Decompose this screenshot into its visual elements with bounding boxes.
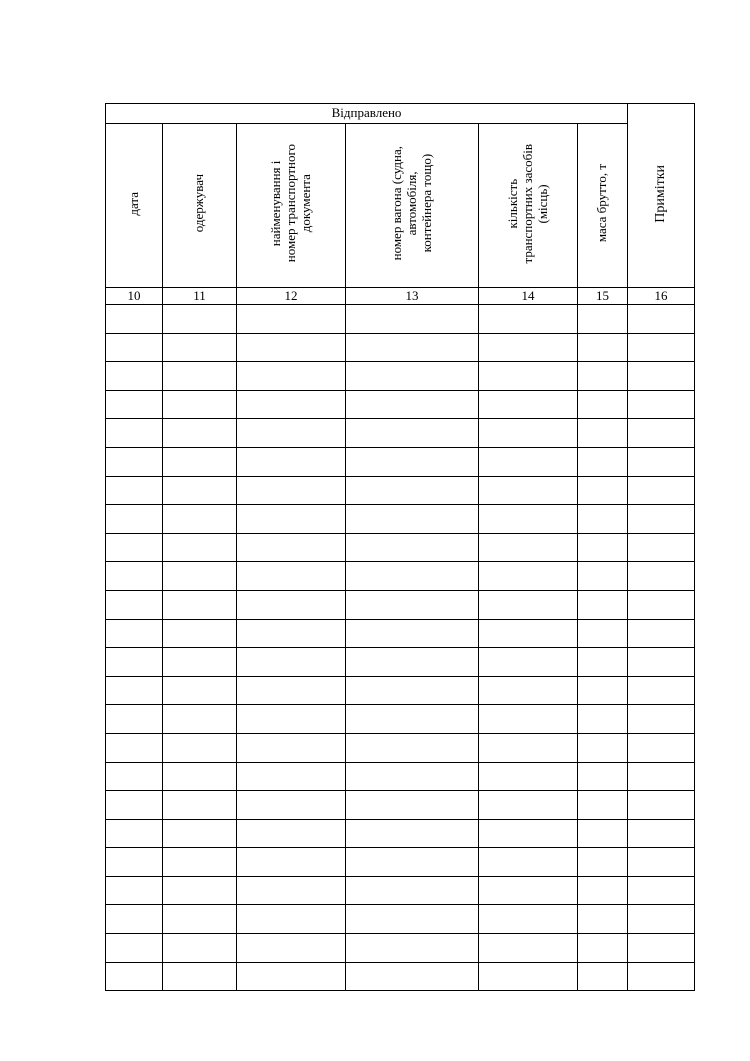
table-row (106, 648, 695, 677)
table-cell (628, 333, 695, 362)
column-number: 13 (346, 288, 479, 305)
table-cell (346, 762, 479, 791)
table-cell (106, 648, 163, 677)
table-cell (346, 676, 479, 705)
table-cell (578, 390, 628, 419)
table-cell (346, 791, 479, 820)
table-cell (578, 590, 628, 619)
table-cell (106, 733, 163, 762)
table-cell (106, 447, 163, 476)
table-cell (346, 848, 479, 877)
table-cell (628, 705, 695, 734)
column-number: 15 (578, 288, 628, 305)
table-cell (106, 876, 163, 905)
table-cell (237, 333, 346, 362)
table-cell (106, 676, 163, 705)
table-cell (479, 619, 578, 648)
table-cell (479, 819, 578, 848)
table-cell (106, 476, 163, 505)
table-cell (628, 648, 695, 677)
table-cell (628, 619, 695, 648)
table-cell (106, 619, 163, 648)
table-cell (346, 476, 479, 505)
table-cell (346, 733, 479, 762)
table-cell (578, 305, 628, 334)
column-number: 12 (237, 288, 346, 305)
table-cell (237, 762, 346, 791)
table-cell (237, 619, 346, 648)
table-cell (237, 733, 346, 762)
table-cell (237, 934, 346, 963)
table-cell (163, 533, 237, 562)
table-cell (346, 934, 479, 963)
table-row (106, 676, 695, 705)
column-number: 10 (106, 288, 163, 305)
table-cell (237, 390, 346, 419)
table-cell (163, 505, 237, 534)
table-cell (237, 819, 346, 848)
table-cell (479, 962, 578, 991)
header-recipient-label: одержувач (191, 174, 207, 233)
table-cell (479, 505, 578, 534)
table-cell (578, 705, 628, 734)
table-cell (346, 562, 479, 591)
table-cell (628, 390, 695, 419)
table-cell (237, 362, 346, 391)
table-cell (628, 762, 695, 791)
table-cell (163, 333, 237, 362)
table-cell (628, 590, 695, 619)
table-cell (479, 648, 578, 677)
table-cell (163, 447, 237, 476)
table-row (106, 390, 695, 419)
table-row (106, 962, 695, 991)
table-cell (479, 733, 578, 762)
header-notes (628, 104, 695, 288)
table-cell (237, 676, 346, 705)
table-cell (479, 876, 578, 905)
shipment-ledger-table (105, 103, 695, 991)
table-cell (578, 505, 628, 534)
table-cell (578, 362, 628, 391)
table-row (106, 791, 695, 820)
table-cell (628, 934, 695, 963)
table-cell (163, 848, 237, 877)
table-cell (106, 705, 163, 734)
table-cell (163, 934, 237, 963)
table-cell (163, 676, 237, 705)
table-cell (628, 419, 695, 448)
table-row (106, 934, 695, 963)
table-cell (237, 505, 346, 534)
table-cell (479, 705, 578, 734)
table-cell (237, 705, 346, 734)
table-cell (163, 705, 237, 734)
table-cell (163, 962, 237, 991)
table-row (106, 505, 695, 534)
table-row (106, 562, 695, 591)
table-cell (578, 848, 628, 877)
table-cell (628, 533, 695, 562)
table-cell (628, 962, 695, 991)
table-cell (628, 447, 695, 476)
table-cell (237, 905, 346, 934)
header-notes-label: Примітки (652, 164, 668, 223)
table-cell (163, 390, 237, 419)
table-cell (237, 962, 346, 991)
table-cell (479, 905, 578, 934)
table-cell (106, 419, 163, 448)
table-cell (346, 362, 479, 391)
table-row (106, 476, 695, 505)
table-cell (479, 590, 578, 619)
column-number-row (106, 288, 695, 305)
table-row (106, 762, 695, 791)
header-gross-mass-label: маса брутто, т (594, 164, 610, 243)
header-gross-mass (578, 124, 628, 288)
table-cell (578, 476, 628, 505)
table-cell (578, 762, 628, 791)
table-cell (578, 333, 628, 362)
table-row (106, 619, 695, 648)
table-cell (578, 447, 628, 476)
table-cell (346, 705, 479, 734)
table-cell (628, 476, 695, 505)
table-cell (628, 676, 695, 705)
table-cell (106, 333, 163, 362)
table-cell (106, 505, 163, 534)
table-row (106, 333, 695, 362)
table-cell (237, 305, 346, 334)
table-cell (237, 447, 346, 476)
table-cell (578, 934, 628, 963)
table-cell (106, 533, 163, 562)
table-cell (163, 619, 237, 648)
table-cell (106, 934, 163, 963)
header-wagon-number (346, 124, 479, 288)
table-cell (628, 733, 695, 762)
header-vehicle-count-label: кількість транспортних засобів (місць) (504, 143, 550, 264)
table-cell (346, 590, 479, 619)
header-transport-document (237, 124, 346, 288)
table-cell (346, 876, 479, 905)
header-date (106, 124, 163, 288)
table-row (106, 533, 695, 562)
table-cell (479, 476, 578, 505)
table-cell (237, 533, 346, 562)
table-cell (578, 648, 628, 677)
table-cell (479, 791, 578, 820)
table-cell (479, 305, 578, 334)
table-cell (628, 848, 695, 877)
table-cell (106, 590, 163, 619)
table-cell (346, 305, 479, 334)
header-recipient (163, 124, 237, 288)
table-cell (479, 848, 578, 877)
table-cell (163, 762, 237, 791)
column-number: 11 (163, 288, 237, 305)
table-cell (628, 791, 695, 820)
table-row (106, 848, 695, 877)
table-cell (578, 791, 628, 820)
table-cell (628, 305, 695, 334)
table-cell (163, 876, 237, 905)
table-cell (346, 533, 479, 562)
table-cell (628, 819, 695, 848)
table-cell (578, 619, 628, 648)
table-cell (346, 619, 479, 648)
table-cell (106, 762, 163, 791)
header-date-label: дата (125, 191, 141, 216)
table-cell (106, 791, 163, 820)
table-cell (628, 562, 695, 591)
table-cell (479, 333, 578, 362)
table-cell (106, 562, 163, 591)
table-cell (237, 562, 346, 591)
table-cell (346, 333, 479, 362)
table-cell (237, 648, 346, 677)
table-cell (479, 676, 578, 705)
table-cell (346, 447, 479, 476)
table-cell (163, 791, 237, 820)
table-cell (237, 476, 346, 505)
table-cell (163, 733, 237, 762)
table-cell (479, 562, 578, 591)
table-row (106, 305, 695, 334)
table-cell (578, 533, 628, 562)
table-cell (479, 533, 578, 562)
table-cell (346, 505, 479, 534)
table-cell (578, 905, 628, 934)
table-cell (237, 791, 346, 820)
table-cell (237, 876, 346, 905)
table-cell (106, 390, 163, 419)
table-row (106, 362, 695, 391)
table-cell (346, 905, 479, 934)
table-cell (346, 419, 479, 448)
table-row (106, 705, 695, 734)
table-cell (163, 305, 237, 334)
table-cell (628, 362, 695, 391)
table-cell (346, 962, 479, 991)
table-row (106, 733, 695, 762)
table-cell (346, 390, 479, 419)
table-cell (479, 447, 578, 476)
table-cell (163, 419, 237, 448)
group-header-sent: Відправлено (106, 104, 628, 124)
table-row (106, 447, 695, 476)
column-header-row (106, 124, 695, 288)
header-transport-document-label: найменування і номер транспортного документа (267, 144, 313, 263)
table-cell (163, 819, 237, 848)
table-cell (163, 562, 237, 591)
table-cell (628, 905, 695, 934)
table-cell (163, 362, 237, 391)
table-cell (479, 419, 578, 448)
table-row (106, 590, 695, 619)
table-row (106, 876, 695, 905)
table-cell (237, 590, 346, 619)
group-header-row (106, 104, 695, 124)
table-cell (106, 905, 163, 934)
table-cell (479, 362, 578, 391)
table-cell (479, 390, 578, 419)
table-cell (163, 476, 237, 505)
table-cell (163, 905, 237, 934)
table-cell (578, 562, 628, 591)
table-cell (346, 648, 479, 677)
table-row (106, 905, 695, 934)
table-cell (106, 962, 163, 991)
table-cell (578, 876, 628, 905)
table-row (106, 819, 695, 848)
table-cell (578, 419, 628, 448)
table-cell (479, 762, 578, 791)
header-vehicle-count (479, 124, 578, 288)
table-row (106, 419, 695, 448)
table-cell (578, 962, 628, 991)
table-cell (163, 648, 237, 677)
table-cell (479, 934, 578, 963)
table-cell (346, 819, 479, 848)
table-cell (106, 362, 163, 391)
table-cell (628, 505, 695, 534)
table-cell (237, 848, 346, 877)
table-cell (106, 819, 163, 848)
table-cell (628, 876, 695, 905)
table-cell (578, 733, 628, 762)
table-cell (106, 848, 163, 877)
table-cell (106, 305, 163, 334)
column-number: 14 (479, 288, 578, 305)
table-cell (237, 419, 346, 448)
table-cell (578, 819, 628, 848)
table-cell (578, 676, 628, 705)
header-wagon-number-label: номер вагона (судна, автомобіля, контейнера тощо) (388, 146, 434, 261)
column-number: 16 (628, 288, 695, 305)
table-cell (163, 590, 237, 619)
